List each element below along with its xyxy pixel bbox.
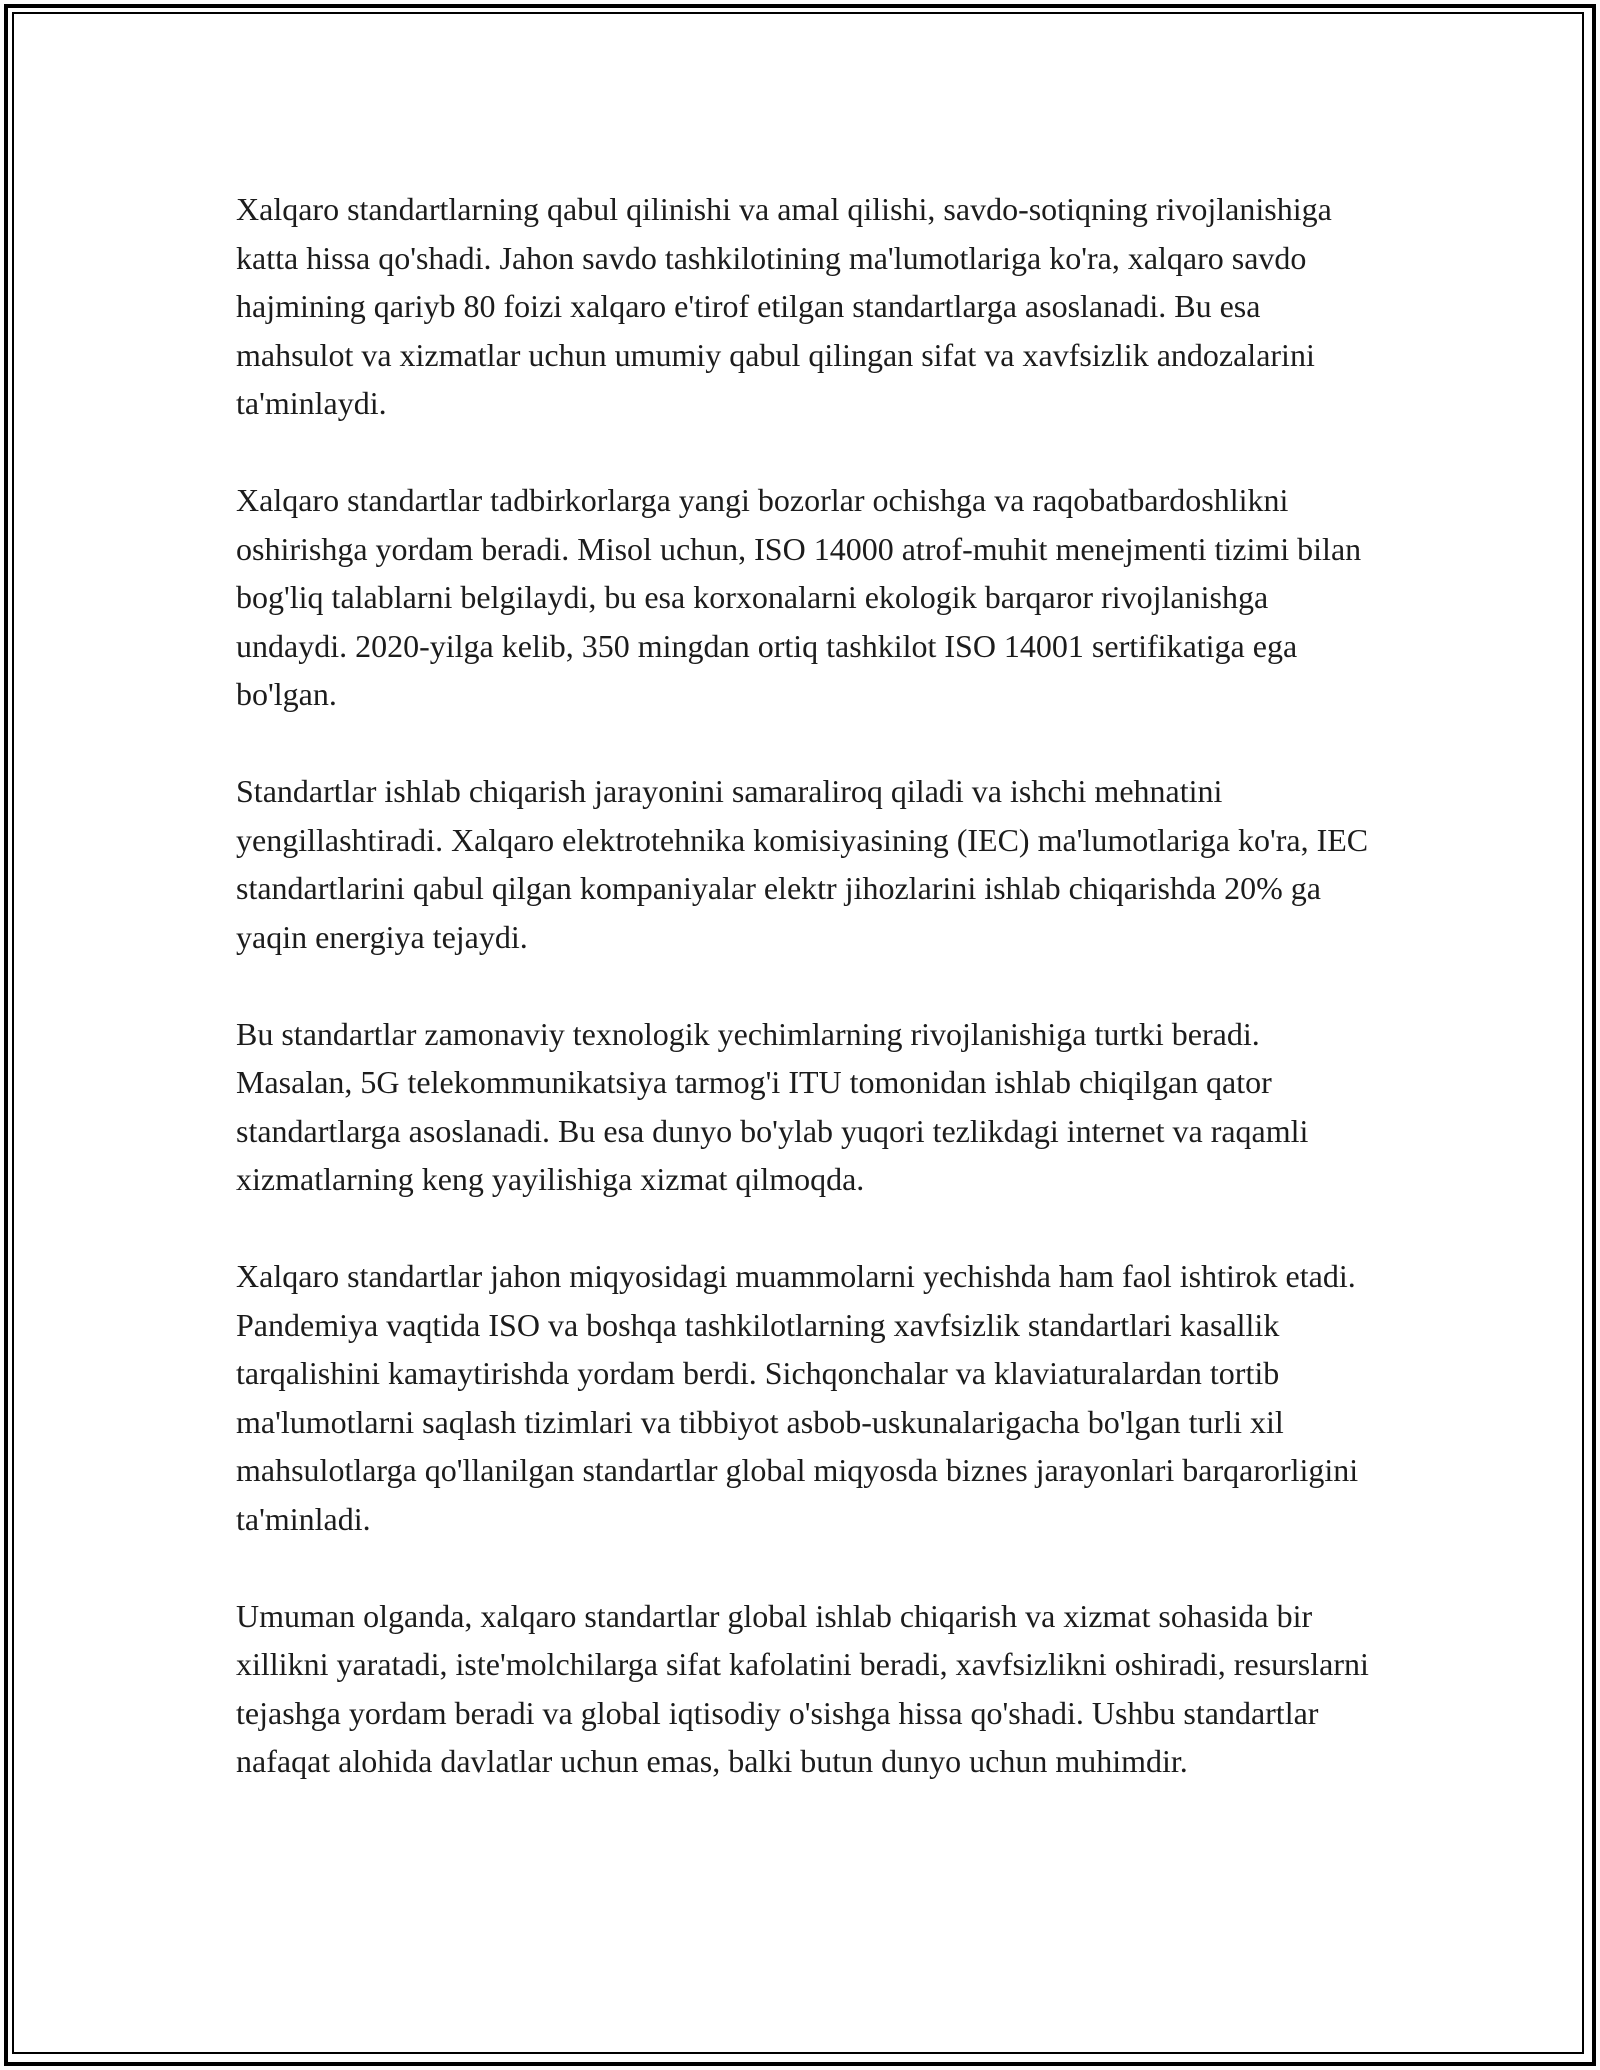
document-body	[236, 185, 1376, 1834]
paragraph-5: Xalqaro standartlar jahon miqyosidagi muammolarni yechishda ham faol ishtirok etadi. Pandemiya vaqtida ISO va boshqa tashkilotlarning xavfsizlik standartlari kasallik tarqalishini kamaytirishda yordam berdi. Sichqonchalar va klaviaturalardan tortib ma'lumotlarni saqlash tizimlari va tibbiyot asbob-uskunalarigacha bo'lgan turli xil mahsulotlarga qo'llanilgan standartlar global miqyosda biznes jarayonlari barqarorligini ta'minladi.	[236, 1258, 1359, 1537]
paragraph-2: Xalqaro standartlar tadbirkorlarga yangi bozorlar ochishga va raqobatbardoshlikni oshirishga yordam beradi. Misol uchun, ISO 14000 atrof-muhit menejmenti tizimi bilan bog'liq talablarni belgilaydi, bu esa korxonalarni ekologik barqaror rivojlanishga undaydi. 2020-yilga kelib, 350 mingdan ortiq tashkilot ISO 14001 sertifikatiga ega bo'lgan.	[236, 482, 1362, 712]
paragraph-1: Xalqaro standartlarning qabul qilinishi va amal qilishi, savdo-sotiqning rivojlanishiga katta hissa qo'shadi. Jahon savdo tashkilotining ma'lumotlariga ko'ra, xalqaro savdo hajmining qariyb 80 foizi xalqaro e'tirof etilgan standartlarga asoslanadi. Bu esa mahsulot va xizmatlar uchun umumiy qabul qilingan sifat va xavfsizlik andozalarini ta'minlaydi.	[236, 191, 1332, 421]
paragraph-3: Standartlar ishlab chiqarish jarayonini samaraliroq qiladi va ishchi mehnatini yengillashtiradi. Xalqaro elektrotehnika komisiyasining (IEC) ma'lumotlariga ko'ra, IEC standartlarini qabul qilgan kompaniyalar elektr jihozlarini ishlab chiqarishda 20% ga yaqin energiya tejaydi.	[236, 773, 1369, 955]
paragraph-6: Umuman olganda, xalqaro standartlar global ishlab chiqarish va xizmat sohasida bir xillikni yaratadi, iste'molchilarga sifat kafolatini beradi, xavfsizlikni oshiradi, resurslarni tejashga yordam beradi va global iqtisodiy o'sishga hissa qo'shadi. Ushbu standartlar nafaqat alohida davlatlar uchun emas, balki butun dunyo uchun muhimdir.	[236, 1597, 1369, 1779]
paragraph-4: Bu standartlar zamonaviy texnologik yechimlarning rivojlanishiga turtki beradi. Masalan, 5G telekommunikatsiya tarmog'i ITU tomonidan ishlab chiqilgan qator standartlarga asoslanadi. Bu esa dunyo bo'ylab yuqori tezlikdagi internet va raqamli xizmatlarning keng yayilishiga xizmat qilmoqda.	[236, 1015, 1309, 1197]
